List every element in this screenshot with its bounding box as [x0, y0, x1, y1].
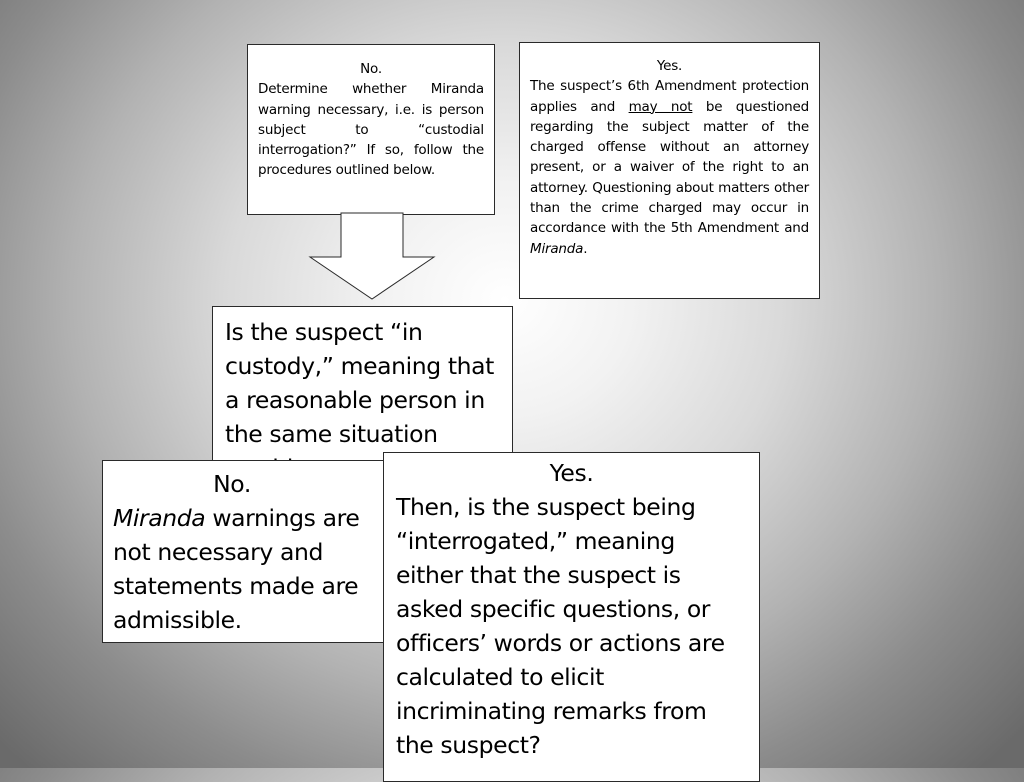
underlined-phrase: may not [628, 98, 693, 115]
italic-case-name: Miranda [530, 240, 584, 257]
down-arrow-icon [308, 213, 436, 301]
body-text-start: The suspect’s 6th Amendment protection applies and [530, 78, 809, 115]
body-text-middle: be questioned regarding the subject matter of the charged offense without an attorney present, or a waiver of the right to an attorney. Questioning about matters other than the crime charged may occur in accordance with the 5th Amendment and [530, 98, 809, 237]
box-no-sixth-amendment [247, 44, 495, 215]
box-body: Determine whether Miranda warning necessary, i.e. is person subject to “custodial interrogation?” If so, follow the procedures outlined below. [258, 81, 484, 179]
box-heading: Yes. [549, 459, 594, 487]
box-yes-sixth-amendment [519, 42, 820, 299]
body-text: warnings are not necessary and statements made are admissible. [113, 504, 360, 634]
box-body [530, 76, 809, 259]
box-body: Then, is the suspect being “interrogated,” meaning either that the suspect is asked specific questions, or officers’ words or actions are calculated to elicit incriminating remarks from the suspect? [396, 493, 725, 759]
box-yes-custody [383, 452, 760, 782]
box-heading: No. [360, 61, 382, 77]
body-period: . [583, 240, 588, 257]
box-body [113, 501, 375, 637]
custody-question-text: Is the suspect “in custody,” meaning that a reasonable person in the same situation [225, 318, 494, 448]
box-custody-question [212, 306, 513, 466]
italic-case-name: Miranda [113, 504, 206, 532]
box-heading: Yes. [656, 58, 683, 74]
box-no-custody [102, 460, 386, 643]
box-heading: No. [213, 470, 251, 498]
